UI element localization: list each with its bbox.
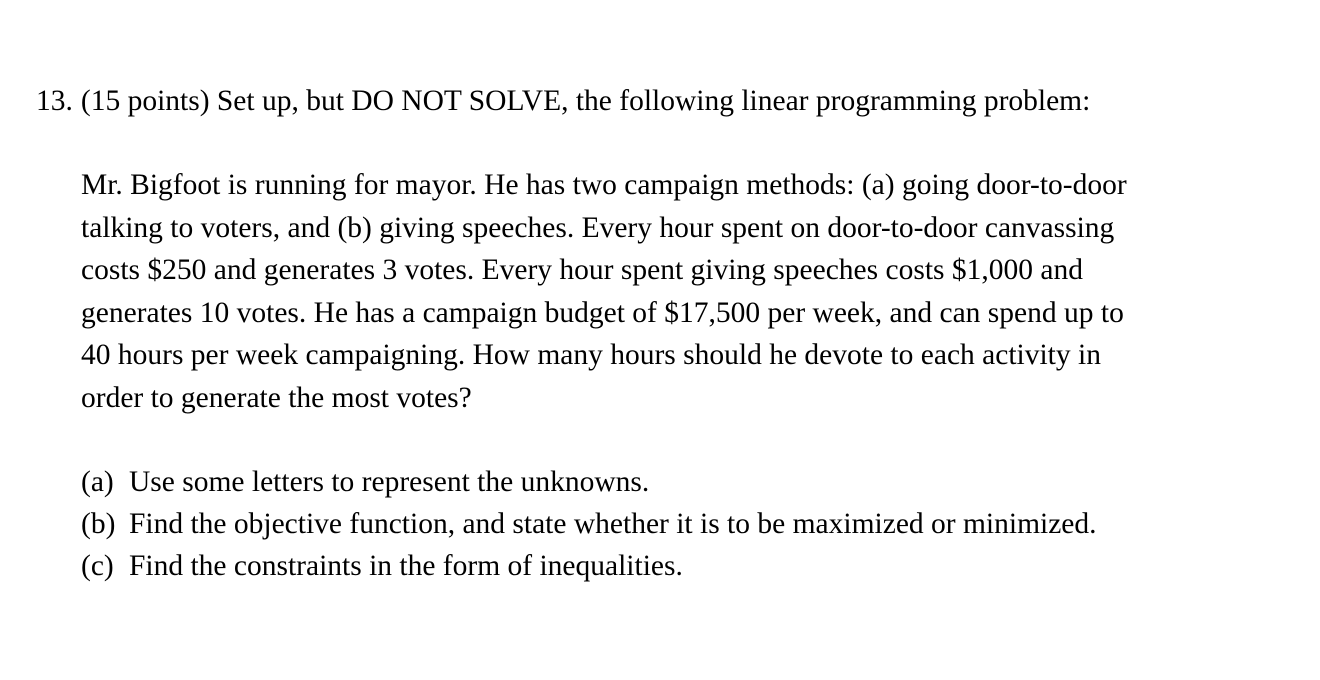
problem-statement bbox=[81, 164, 1261, 419]
question-number: 13. bbox=[36, 85, 73, 117]
problem-line: 40 hours per week campaigning. How many hours should he devote to each activity in bbox=[81, 339, 1101, 371]
problem-line: generates 10 votes. He has a campaign budget of $17,500 per week, and can spend up to bbox=[81, 296, 1124, 329]
part-text: Use some letters to represent the unknowns. bbox=[129, 466, 650, 498]
question-heading bbox=[36, 81, 1090, 121]
question-instructions: (15 points) Set up, but DO NOT SOLVE, the following linear programming problem: bbox=[80, 85, 1091, 117]
problem-line: order to generate the most votes? bbox=[81, 381, 472, 414]
problem-line: costs $250 and generates 3 votes. Every hour spent giving speeches costs $1,000 and bbox=[81, 254, 1083, 286]
part-label: (a) bbox=[81, 466, 114, 498]
part-label: (b) bbox=[81, 508, 116, 540]
part-text: Find the objective function, and state whether it is to be maximized or minimized. bbox=[129, 508, 1097, 540]
part-label: (c) bbox=[81, 550, 114, 582]
problem-line: Mr. Bigfoot is running for mayor. He has two campaign methods: (a) going door-to-door bbox=[81, 169, 1127, 201]
question-parts-list bbox=[81, 461, 1097, 587]
question-part-a bbox=[81, 461, 1097, 503]
question-part-b bbox=[81, 503, 1097, 545]
problem-line: talking to voters, and (b) giving speeches. Every hour spent on door-to-door canvassing bbox=[81, 211, 1115, 244]
question-part-c bbox=[81, 545, 1097, 587]
part-text: Find the constraints in the form of inequalities. bbox=[129, 550, 683, 582]
